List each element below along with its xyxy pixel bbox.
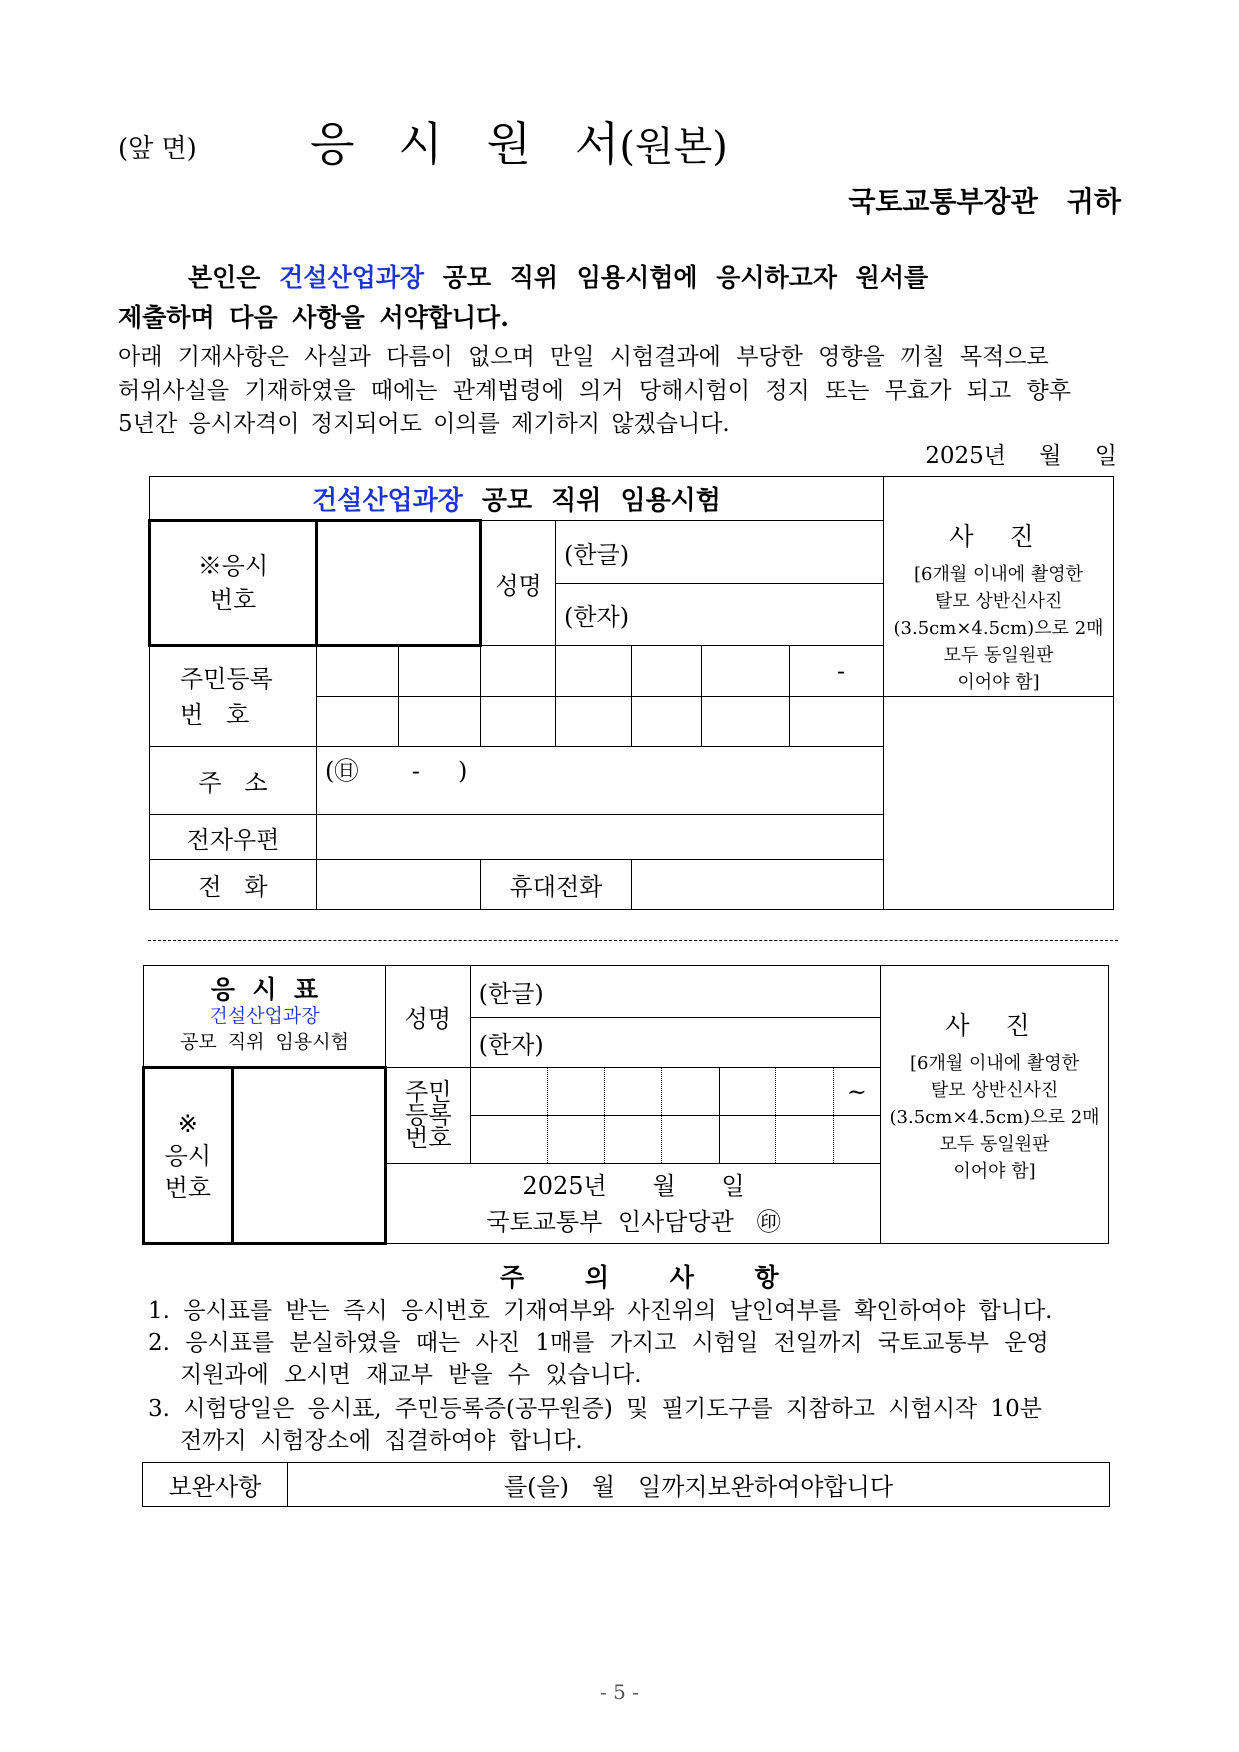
exam-title: 공모 직위 임용시험 xyxy=(462,485,721,516)
rrn-digit[interactable] xyxy=(632,697,702,747)
page-title xyxy=(310,108,728,174)
ticket-rrn-digit[interactable] xyxy=(604,1068,661,1116)
ticket-rrn-digit[interactable] xyxy=(662,1068,719,1116)
rrn-digit[interactable] xyxy=(399,646,481,697)
email-label: 전자우편 xyxy=(150,815,317,860)
ticket-rrn-digit[interactable] xyxy=(470,1068,548,1116)
ticket-rrn-digit[interactable] xyxy=(548,1068,604,1116)
ticket-exam-number-label: ※ 응시 번호 xyxy=(144,1068,233,1244)
declaration-department: 건설산업과장 xyxy=(279,263,425,292)
photo-box-lower xyxy=(884,697,1114,910)
ticket-date: 2025년 월 일 xyxy=(522,1171,745,1200)
rrn-digit[interactable] xyxy=(481,697,556,747)
notice-item-3: 3. 시험당일은 응시표, 주민등록증(공무원증) 및 필기도구를 지참하고 시험시작 10분 xyxy=(148,1396,1042,1422)
cut-line xyxy=(148,940,1118,941)
ticket-rrn-digit[interactable] xyxy=(833,1116,880,1164)
rrn-digit[interactable] xyxy=(790,697,884,747)
ticket-photo-box[interactable] xyxy=(881,966,1109,1244)
application-form xyxy=(148,476,1114,910)
ticket-rrn-digit[interactable] xyxy=(470,1116,548,1164)
ticket-photo-note: [6개월 이내에 촬영한 탈모 상반신사진 (3.5cm×4.5cm)으로 2매 모두 동일원판 이어야 함] xyxy=(889,1053,1100,1182)
notice-item-2: 2. 응시표를 분실하였을 때는 사진 1매를 가지고 시험일 전일까지 국토교통부 운영 xyxy=(148,1330,1049,1356)
exam-number-field[interactable] xyxy=(317,521,481,646)
ticket-name-korean-field[interactable]: (한글) xyxy=(470,966,880,1018)
phone-field[interactable] xyxy=(317,860,481,910)
photo-note: [6개월 이내에 촬영한 탈모 상반신사진 (3.5cm×4.5cm)으로 2매 모두 동일원판 이어야 함] xyxy=(893,564,1104,693)
page-number: - 5 - xyxy=(600,1680,639,1704)
name-label: 성명 xyxy=(481,521,556,646)
declaration-date: 2025년 월 일 xyxy=(925,443,1117,469)
supplement-field[interactable]: 를(을) 월 일까지보완하여야합니다 xyxy=(288,1463,1110,1507)
side-label: (앞 면) xyxy=(118,134,197,164)
supplement-table xyxy=(142,1462,1110,1507)
supplement-label: 보완사항 xyxy=(143,1463,288,1507)
ticket-rrn-digit[interactable] xyxy=(548,1116,604,1164)
exam-number-label: ※응시 번호 xyxy=(150,521,317,646)
photo-title: 사 진 xyxy=(949,522,1048,551)
ticket-issuer: 국토교통부 인사담당관 xyxy=(486,1207,734,1236)
ticket-rrn-digit[interactable] xyxy=(776,1068,833,1116)
phone-label: 전 화 xyxy=(150,860,317,910)
rrn-dash: - xyxy=(790,646,884,697)
declaration-line-1 xyxy=(188,258,928,294)
declaration-line-3: 아래 기재사항은 사실과 다름이 없으며 만일 시험결과에 부당한 영향을 끼칠 목적으로 xyxy=(118,344,1049,370)
rrn-label: 주민등록 번 호 xyxy=(150,646,317,747)
exam-department: 건설산업과장 xyxy=(312,485,463,516)
ticket-department: 건설산업과장 xyxy=(209,1005,320,1027)
declaration-prefix: 본인은 xyxy=(188,263,280,292)
addressee: 국토교통부장관 귀하 xyxy=(848,185,1121,218)
notice-item-2-cont: 지원과에 오시면 재교부 받을 수 있습니다. xyxy=(180,1362,642,1388)
address-label: 주 소 xyxy=(150,747,317,815)
title-suffix: (원본) xyxy=(619,124,728,170)
declaration-line-5: 5년간 응시자격이 정지되어도 이의를 제기하지 않겠습니다. xyxy=(118,411,730,437)
photo-box[interactable] xyxy=(884,477,1114,697)
rrn-digit[interactable] xyxy=(556,646,632,697)
exam-ticket xyxy=(142,965,1109,1245)
title-main: 응 시 원 서 xyxy=(310,117,620,171)
ticket-title: 응 시 표 xyxy=(210,975,319,1004)
name-hanja-field[interactable]: (한자) xyxy=(556,584,884,646)
ticket-name-hanja-field[interactable]: (한자) xyxy=(470,1018,880,1068)
notice-item-3-cont: 전까지 시험장소에 집결하여야 합니다. xyxy=(180,1428,583,1454)
notice-item-1: 1. 응시표를 받는 즉시 응시번호 기재여부와 사진위의 날인여부를 확인하여야 합니다. xyxy=(148,1298,1053,1324)
ticket-rrn-digit[interactable] xyxy=(719,1068,775,1116)
ticket-name-label: 성명 xyxy=(385,966,470,1068)
declaration-line-4: 허위사실을 기재하였을 때에는 관계법령에 의거 당해시험이 정지 또는 무효가 되고 향후 xyxy=(118,378,1071,404)
ticket-photo-title: 사 진 xyxy=(945,1011,1044,1040)
ticket-rrn-digit[interactable] xyxy=(662,1116,719,1164)
address-field[interactable]: (㊐ - ) xyxy=(317,747,884,815)
mobile-field[interactable] xyxy=(632,860,884,910)
ticket-rrn-digit[interactable] xyxy=(604,1116,661,1164)
ticket-rrn-tilde: ~ xyxy=(833,1068,880,1116)
ticket-heading xyxy=(144,966,386,1068)
name-korean-field[interactable]: (한글) xyxy=(556,521,884,584)
rrn-digit[interactable] xyxy=(632,646,702,697)
exam-heading xyxy=(150,477,884,521)
email-field[interactable] xyxy=(317,815,884,860)
rrn-digit[interactable] xyxy=(481,646,556,697)
declaration-suffix: 공모 직위 임용시험에 응시하고자 원서를 xyxy=(424,263,929,292)
rrn-digit[interactable] xyxy=(556,697,632,747)
rrn-digit[interactable] xyxy=(399,697,481,747)
ticket-rrn-label: 주민 등록 번호 xyxy=(385,1068,470,1164)
ticket-issue-block xyxy=(385,1164,880,1244)
notice-title: 주 의 사 항 xyxy=(500,1263,779,1292)
declaration-line-2: 제출하며 다음 사항을 서약합니다. xyxy=(118,303,509,332)
ticket-rrn-digit[interactable] xyxy=(719,1116,775,1164)
rrn-digit[interactable] xyxy=(317,646,399,697)
seal-icon: ㊞ xyxy=(756,1207,781,1236)
ticket-exam-number-field[interactable] xyxy=(232,1068,385,1244)
rrn-digit[interactable] xyxy=(317,697,399,747)
ticket-issuer-line xyxy=(387,1204,880,1240)
rrn-digit[interactable] xyxy=(702,697,790,747)
ticket-rrn-digit[interactable] xyxy=(776,1116,833,1164)
rrn-digit[interactable] xyxy=(702,646,790,697)
ticket-exam-title: 공모 직위 임용시험 xyxy=(180,1031,349,1053)
mobile-label: 휴대전화 xyxy=(481,860,632,910)
